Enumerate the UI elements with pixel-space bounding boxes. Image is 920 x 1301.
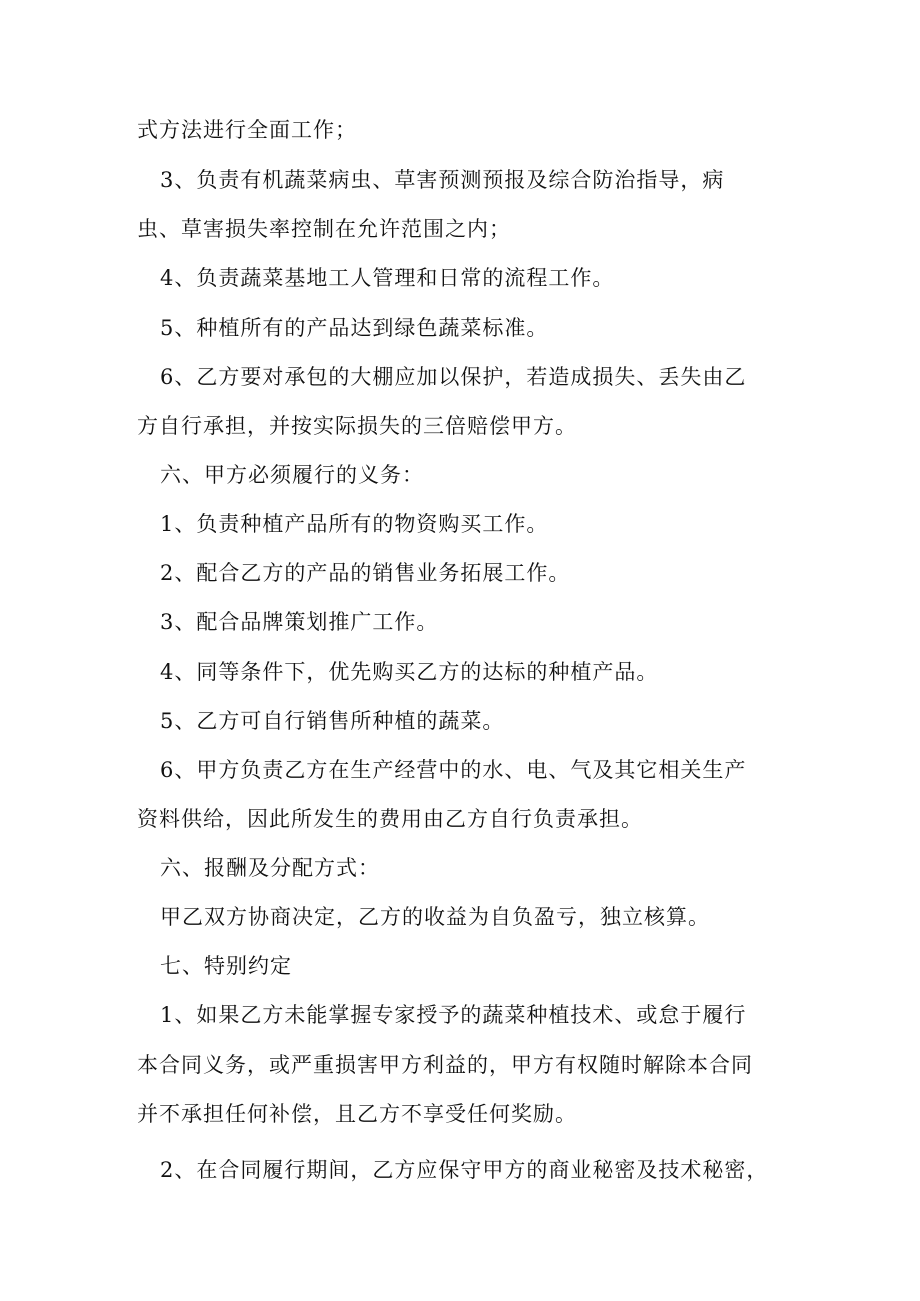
text-line-2: 3、负责有机蔬菜病虫、草害预测预报及综合防治指导，病 bbox=[160, 168, 725, 192]
text-line-5: 5、种植所有的产品达到绿色蔬菜标准。 bbox=[160, 316, 549, 340]
section-heading-special-agreement: 七、特别约定 bbox=[160, 954, 292, 978]
text-line-17: 甲乙双方协商决定，乙方的收益为自负盈亏，独立核算。 bbox=[160, 905, 710, 929]
text-line-3: 虫、草害损失率控制在允许范围之内； bbox=[137, 217, 511, 241]
text-line-9: 1、负责种植产品所有的物资购买工作。 bbox=[160, 512, 549, 536]
text-line-20: 本合同义务，或严重损害甲方利益的，甲方有权随时解除本合同 bbox=[137, 1053, 753, 1077]
text-line-15: 资料供给，因此所发生的费用由乙方自行负责承担。 bbox=[137, 807, 643, 831]
text-line-21: 并不承担任何补偿，且乙方不享受任何奖励。 bbox=[137, 1102, 577, 1126]
text-line-10: 2、配合乙方的产品的销售业务拓展工作。 bbox=[160, 561, 571, 585]
section-heading-compensation: 六、报酬及分配方式： bbox=[160, 856, 380, 880]
section-heading-party-a-obligations: 六、甲方必须履行的义务： bbox=[160, 463, 424, 487]
text-line-19: 1、如果乙方未能掌握专家授予的蔬菜种植技术、或怠于履行 bbox=[160, 1003, 747, 1027]
text-line-6: 6、乙方要对承包的大棚应加以保护，若造成损失、丢失由乙 bbox=[160, 365, 747, 389]
text-line-12: 4、同等条件下，优先购买乙方的达标的种植产品。 bbox=[160, 660, 659, 684]
text-line-11: 3、配合品牌策划推广工作。 bbox=[160, 610, 439, 634]
text-line-22: 2、在合同履行期间，乙方应保守甲方的商业秘密及技术秘密， bbox=[160, 1158, 769, 1182]
text-line-4: 4、负责蔬菜基地工人管理和日常的流程工作。 bbox=[160, 266, 615, 290]
text-line-1: 式方法进行全面工作； bbox=[137, 118, 357, 142]
text-line-14: 6、甲方负责乙方在生产经营中的水、电、气及其它相关生产 bbox=[160, 758, 747, 782]
text-line-7: 方自行承担，并按实际损失的三倍赔偿甲方。 bbox=[137, 414, 577, 438]
text-line-13: 5、乙方可自行销售所种植的蔬菜。 bbox=[160, 709, 505, 733]
